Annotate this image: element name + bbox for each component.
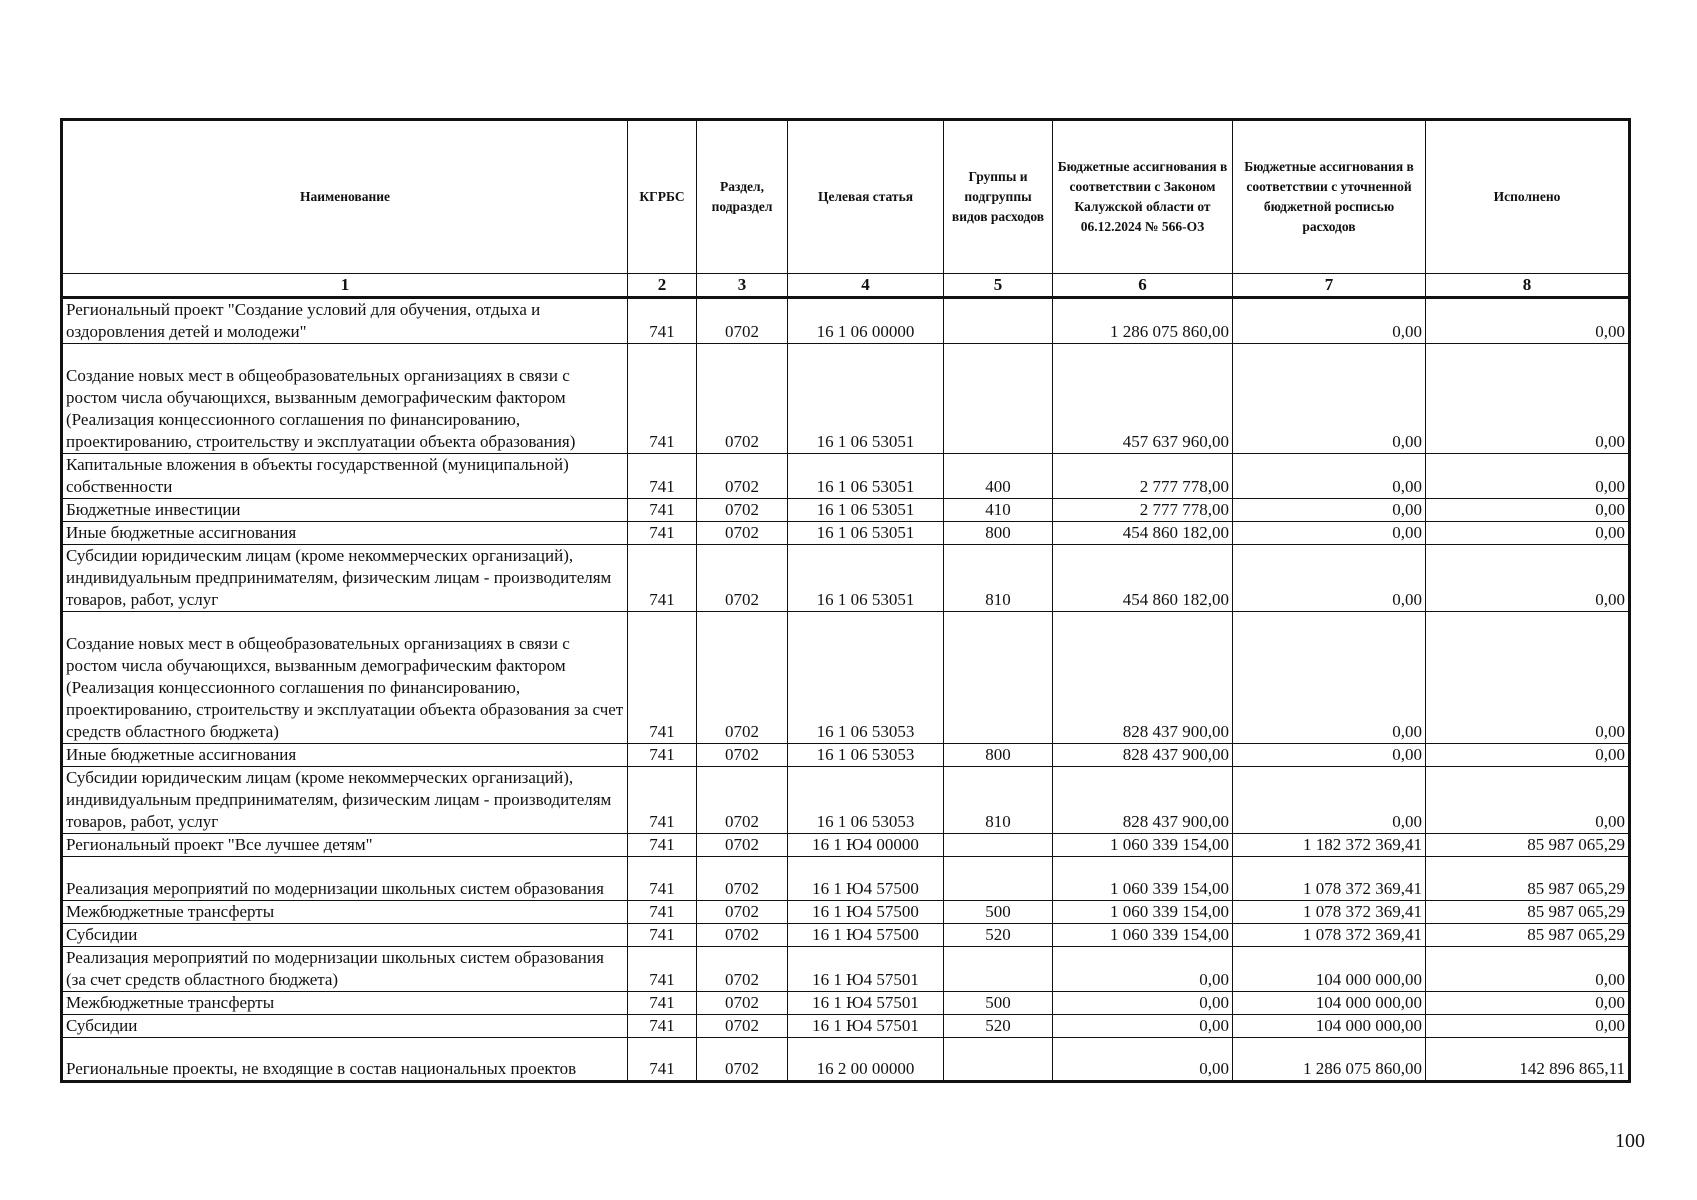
header-kgrbs: КГРБС bbox=[628, 120, 697, 274]
row-name-cell: Субсидии юридическим лицам (кроме некоммерческих организаций), индивидуальным предпринимателям, физическим лицам - производителям товаров, работ, услуг bbox=[62, 545, 628, 612]
row-expense-group-cell: 810 bbox=[944, 767, 1053, 834]
column-number: 6 bbox=[1053, 274, 1233, 298]
row-name-cell: Региональный проект "Все лучшее детям" bbox=[62, 834, 628, 857]
row-refined-allocation-cell: 0,00 bbox=[1233, 744, 1426, 767]
table-row bbox=[62, 454, 1630, 499]
row-expense-group-cell bbox=[944, 1038, 1053, 1082]
header-section: Раздел, подраздел bbox=[697, 120, 788, 274]
row-section-cell: 0702 bbox=[697, 924, 788, 947]
row-target-article-cell: 16 1 06 53051 bbox=[788, 499, 944, 522]
row-target-article-cell: 16 1 Ю4 57501 bbox=[788, 947, 944, 992]
row-executed-cell: 0,00 bbox=[1426, 454, 1630, 499]
row-executed-cell: 85 987 065,29 bbox=[1426, 901, 1630, 924]
header-expense-groups: Группы и подгруппы видов расходов bbox=[944, 120, 1053, 274]
row-refined-allocation-cell: 0,00 bbox=[1233, 767, 1426, 834]
row-law-allocation-cell: 2 777 778,00 bbox=[1053, 499, 1233, 522]
table-row bbox=[62, 767, 1630, 834]
row-executed-cell: 0,00 bbox=[1426, 947, 1630, 992]
row-target-article-cell: 16 1 06 53053 bbox=[788, 767, 944, 834]
row-executed-cell: 0,00 bbox=[1426, 1015, 1630, 1038]
row-refined-allocation-cell: 0,00 bbox=[1233, 522, 1426, 545]
column-number: 8 bbox=[1426, 274, 1630, 298]
header-row bbox=[62, 120, 1630, 274]
row-law-allocation-cell: 828 437 900,00 bbox=[1053, 612, 1233, 744]
row-law-allocation-cell: 2 777 778,00 bbox=[1053, 454, 1233, 499]
row-executed-cell: 0,00 bbox=[1426, 612, 1630, 744]
row-section-cell: 0702 bbox=[697, 454, 788, 499]
row-kgrbs-cell: 741 bbox=[628, 454, 697, 499]
table-row bbox=[62, 924, 1630, 947]
row-law-allocation-cell: 1 060 339 154,00 bbox=[1053, 834, 1233, 857]
row-name-cell: Иные бюджетные ассигнования bbox=[62, 744, 628, 767]
row-kgrbs-cell: 741 bbox=[628, 992, 697, 1015]
row-section-cell: 0702 bbox=[697, 992, 788, 1015]
row-expense-group-cell: 500 bbox=[944, 992, 1053, 1015]
row-name-cell: Субсидии юридическим лицам (кроме некоммерческих организаций), индивидуальным предпринимателям, физическим лицам - производителям товаров, работ, услуг bbox=[62, 767, 628, 834]
row-name-cell: Региональный проект "Создание условий для обучения, отдыха и оздоровления детей и молодежи" bbox=[62, 298, 628, 344]
table-row bbox=[62, 901, 1630, 924]
table-row bbox=[62, 834, 1630, 857]
row-law-allocation-cell: 0,00 bbox=[1053, 1038, 1233, 1082]
row-target-article-cell: 16 1 06 53051 bbox=[788, 454, 944, 499]
row-section-cell: 0702 bbox=[697, 947, 788, 992]
row-target-article-cell: 16 1 Ю4 00000 bbox=[788, 834, 944, 857]
row-executed-cell: 0,00 bbox=[1426, 298, 1630, 344]
row-section-cell: 0702 bbox=[697, 344, 788, 454]
row-executed-cell: 0,00 bbox=[1426, 767, 1630, 834]
row-refined-allocation-cell: 0,00 bbox=[1233, 344, 1426, 454]
row-refined-allocation-cell: 0,00 bbox=[1233, 612, 1426, 744]
row-refined-allocation-cell: 1 286 075 860,00 bbox=[1233, 1038, 1426, 1082]
row-refined-allocation-cell: 0,00 bbox=[1233, 499, 1426, 522]
table-row bbox=[62, 947, 1630, 992]
row-kgrbs-cell: 741 bbox=[628, 1015, 697, 1038]
table-row bbox=[62, 992, 1630, 1015]
row-name-cell: Субсидии bbox=[62, 924, 628, 947]
row-expense-group-cell bbox=[944, 298, 1053, 344]
row-law-allocation-cell: 1 060 339 154,00 bbox=[1053, 924, 1233, 947]
row-kgrbs-cell: 741 bbox=[628, 744, 697, 767]
row-kgrbs-cell: 741 bbox=[628, 522, 697, 545]
row-expense-group-cell: 520 bbox=[944, 1015, 1053, 1038]
row-kgrbs-cell: 741 bbox=[628, 947, 697, 992]
table-row bbox=[62, 857, 1630, 901]
row-executed-cell: 85 987 065,29 bbox=[1426, 857, 1630, 901]
row-executed-cell: 142 896 865,11 bbox=[1426, 1038, 1630, 1082]
row-name-cell: Реализация мероприятий по модернизации школьных систем образования bbox=[62, 857, 628, 901]
row-kgrbs-cell: 741 bbox=[628, 924, 697, 947]
row-expense-group-cell bbox=[944, 947, 1053, 992]
row-section-cell: 0702 bbox=[697, 901, 788, 924]
row-expense-group-cell bbox=[944, 612, 1053, 744]
row-law-allocation-cell: 828 437 900,00 bbox=[1053, 744, 1233, 767]
row-expense-group-cell: 810 bbox=[944, 545, 1053, 612]
row-refined-allocation-cell: 1 078 372 369,41 bbox=[1233, 924, 1426, 947]
row-name-cell: Создание новых мест в общеобразовательных организациях в связи с ростом числа обучающихся, вызванным демографическим фактором (Реализация концессионного соглашения по финансированию, проектированию, строительству и эксплуатации объекта образования за счет средств областного бюджета) bbox=[62, 612, 628, 744]
row-refined-allocation-cell: 1 078 372 369,41 bbox=[1233, 857, 1426, 901]
row-executed-cell: 85 987 065,29 bbox=[1426, 834, 1630, 857]
row-name-cell: Создание новых мест в общеобразовательных организациях в связи с ростом числа обучающихся, вызванным демографическим фактором (Реализация концессионного соглашения по финансированию, проектированию, строительству и эксплуатации объекта образования) bbox=[62, 344, 628, 454]
row-kgrbs-cell: 741 bbox=[628, 767, 697, 834]
header-name: Наименование bbox=[62, 120, 628, 274]
row-expense-group-cell bbox=[944, 344, 1053, 454]
row-section-cell: 0702 bbox=[697, 545, 788, 612]
row-target-article-cell: 16 1 Ю4 57500 bbox=[788, 901, 944, 924]
column-number: 1 bbox=[62, 274, 628, 298]
row-refined-allocation-cell: 1 182 372 369,41 bbox=[1233, 834, 1426, 857]
row-refined-allocation-cell: 104 000 000,00 bbox=[1233, 992, 1426, 1015]
row-law-allocation-cell: 1 286 075 860,00 bbox=[1053, 298, 1233, 344]
row-name-cell: Межбюджетные трансферты bbox=[62, 992, 628, 1015]
row-kgrbs-cell: 741 bbox=[628, 499, 697, 522]
row-expense-group-cell: 800 bbox=[944, 744, 1053, 767]
row-kgrbs-cell: 741 bbox=[628, 857, 697, 901]
table-row bbox=[62, 344, 1630, 454]
row-kgrbs-cell: 741 bbox=[628, 344, 697, 454]
column-number: 7 bbox=[1233, 274, 1426, 298]
header-target-article: Целевая статья bbox=[788, 120, 944, 274]
row-kgrbs-cell: 741 bbox=[628, 545, 697, 612]
row-executed-cell: 0,00 bbox=[1426, 744, 1630, 767]
row-target-article-cell: 16 1 Ю4 57501 bbox=[788, 1015, 944, 1038]
row-name-cell: Реализация мероприятий по модернизации школьных систем образования (за счет средств областного бюджета) bbox=[62, 947, 628, 992]
table-row bbox=[62, 298, 1630, 344]
row-target-article-cell: 16 1 06 53051 bbox=[788, 344, 944, 454]
row-section-cell: 0702 bbox=[697, 767, 788, 834]
row-name-cell: Бюджетные инвестиции bbox=[62, 499, 628, 522]
row-name-cell: Капитальные вложения в объекты государственной (муниципальной) собственности bbox=[62, 454, 628, 499]
column-number: 3 bbox=[697, 274, 788, 298]
row-expense-group-cell: 800 bbox=[944, 522, 1053, 545]
row-executed-cell: 0,00 bbox=[1426, 522, 1630, 545]
row-target-article-cell: 16 1 Ю4 57501 bbox=[788, 992, 944, 1015]
row-kgrbs-cell: 741 bbox=[628, 298, 697, 344]
header-executed: Исполнено bbox=[1426, 120, 1630, 274]
column-number-row bbox=[62, 274, 1630, 298]
row-refined-allocation-cell: 104 000 000,00 bbox=[1233, 1015, 1426, 1038]
row-section-cell: 0702 bbox=[697, 857, 788, 901]
row-expense-group-cell bbox=[944, 834, 1053, 857]
row-refined-allocation-cell: 0,00 bbox=[1233, 298, 1426, 344]
row-target-article-cell: 16 1 06 53051 bbox=[788, 545, 944, 612]
row-expense-group-cell: 410 bbox=[944, 499, 1053, 522]
row-executed-cell: 0,00 bbox=[1426, 499, 1630, 522]
row-target-article-cell: 16 1 06 53053 bbox=[788, 744, 944, 767]
table-row bbox=[62, 1015, 1630, 1038]
row-target-article-cell: 16 1 Ю4 57500 bbox=[788, 857, 944, 901]
row-kgrbs-cell: 741 bbox=[628, 1038, 697, 1082]
row-executed-cell: 0,00 bbox=[1426, 545, 1630, 612]
row-section-cell: 0702 bbox=[697, 1038, 788, 1082]
column-number: 2 bbox=[628, 274, 697, 298]
header-refined-allocations: Бюджетные ассигнования в соответствии с уточненной бюджетной росписью расходов bbox=[1233, 120, 1426, 274]
table-row bbox=[62, 522, 1630, 545]
table-row bbox=[62, 499, 1630, 522]
row-law-allocation-cell: 457 637 960,00 bbox=[1053, 344, 1233, 454]
row-executed-cell: 0,00 bbox=[1426, 344, 1630, 454]
column-number: 4 bbox=[788, 274, 944, 298]
row-name-cell: Иные бюджетные ассигнования bbox=[62, 522, 628, 545]
table-row bbox=[62, 744, 1630, 767]
table-body bbox=[62, 298, 1630, 1082]
row-target-article-cell: 16 1 06 53053 bbox=[788, 612, 944, 744]
row-kgrbs-cell: 741 bbox=[628, 612, 697, 744]
row-refined-allocation-cell: 0,00 bbox=[1233, 545, 1426, 612]
row-law-allocation-cell: 828 437 900,00 bbox=[1053, 767, 1233, 834]
row-target-article-cell: 16 1 06 53051 bbox=[788, 522, 944, 545]
row-law-allocation-cell: 0,00 bbox=[1053, 947, 1233, 992]
row-name-cell: Региональные проекты, не входящие в состав национальных проектов bbox=[62, 1038, 628, 1082]
row-expense-group-cell: 500 bbox=[944, 901, 1053, 924]
budget-table bbox=[60, 118, 1631, 1083]
row-law-allocation-cell: 454 860 182,00 bbox=[1053, 522, 1233, 545]
row-expense-group-cell: 400 bbox=[944, 454, 1053, 499]
row-target-article-cell: 16 1 06 00000 bbox=[788, 298, 944, 344]
row-section-cell: 0702 bbox=[697, 612, 788, 744]
row-section-cell: 0702 bbox=[697, 298, 788, 344]
row-law-allocation-cell: 0,00 bbox=[1053, 1015, 1233, 1038]
row-law-allocation-cell: 0,00 bbox=[1053, 992, 1233, 1015]
row-kgrbs-cell: 741 bbox=[628, 901, 697, 924]
row-section-cell: 0702 bbox=[697, 834, 788, 857]
row-section-cell: 0702 bbox=[697, 499, 788, 522]
row-law-allocation-cell: 454 860 182,00 bbox=[1053, 545, 1233, 612]
row-expense-group-cell: 520 bbox=[944, 924, 1053, 947]
row-refined-allocation-cell: 1 078 372 369,41 bbox=[1233, 901, 1426, 924]
header-law-allocations: Бюджетные ассигнования в соответствии с Законом Калужской области от 06.12.2024 № 566-ОЗ bbox=[1053, 120, 1233, 274]
row-executed-cell: 85 987 065,29 bbox=[1426, 924, 1630, 947]
row-expense-group-cell bbox=[944, 857, 1053, 901]
row-section-cell: 0702 bbox=[697, 744, 788, 767]
table-row bbox=[62, 612, 1630, 744]
row-refined-allocation-cell: 0,00 bbox=[1233, 454, 1426, 499]
row-name-cell: Субсидии bbox=[62, 1015, 628, 1038]
row-law-allocation-cell: 1 060 339 154,00 bbox=[1053, 857, 1233, 901]
row-name-cell: Межбюджетные трансферты bbox=[62, 901, 628, 924]
row-kgrbs-cell: 741 bbox=[628, 834, 697, 857]
row-executed-cell: 0,00 bbox=[1426, 992, 1630, 1015]
row-section-cell: 0702 bbox=[697, 522, 788, 545]
row-law-allocation-cell: 1 060 339 154,00 bbox=[1053, 901, 1233, 924]
table-row bbox=[62, 1038, 1630, 1082]
row-section-cell: 0702 bbox=[697, 1015, 788, 1038]
column-number: 5 bbox=[944, 274, 1053, 298]
table-row bbox=[62, 545, 1630, 612]
row-target-article-cell: 16 1 Ю4 57500 bbox=[788, 924, 944, 947]
row-target-article-cell: 16 2 00 00000 bbox=[788, 1038, 944, 1082]
page-number: 100 bbox=[1615, 1130, 1645, 1152]
row-refined-allocation-cell: 104 000 000,00 bbox=[1233, 947, 1426, 992]
